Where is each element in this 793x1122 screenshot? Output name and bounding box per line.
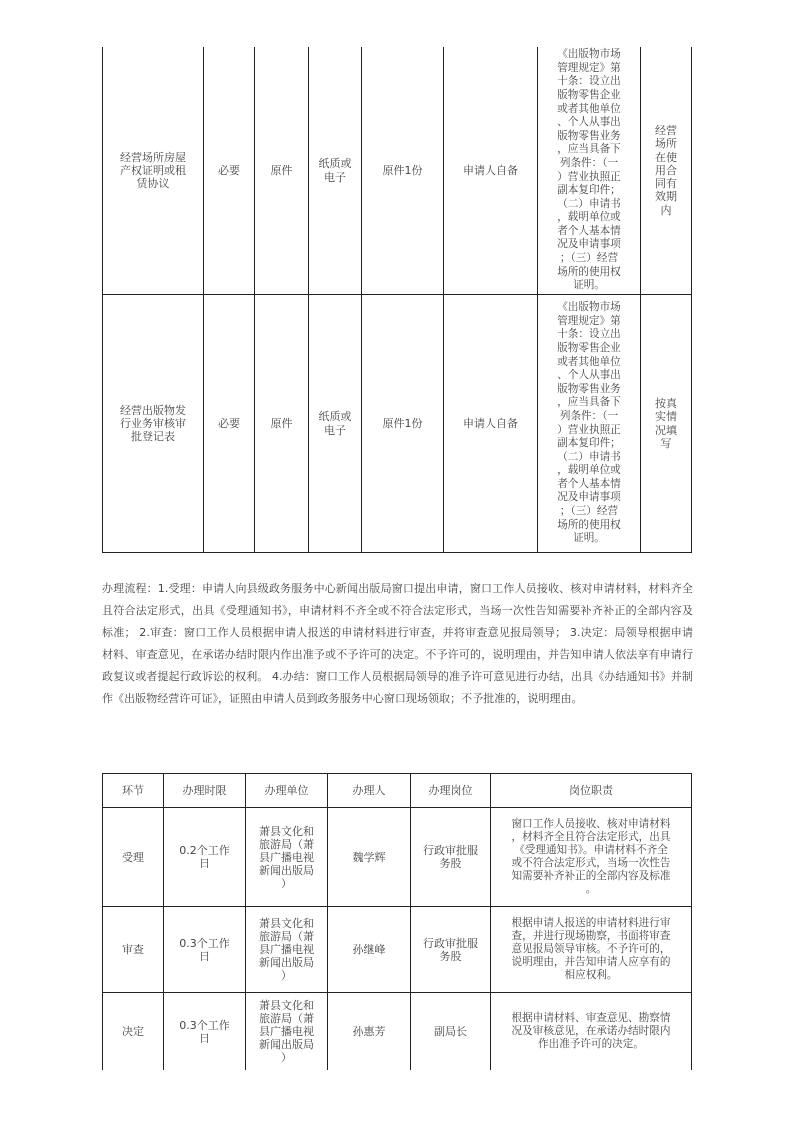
step-time: 0.2个工作 日 xyxy=(164,808,246,907)
steps-row xyxy=(103,808,692,907)
materials-table xyxy=(102,47,692,553)
header-post: 办理岗位 xyxy=(411,774,491,808)
header-unit: 办理单位 xyxy=(246,774,328,808)
material-note: 经营 场所 在使 用合 同有 效期 内 xyxy=(641,47,692,295)
materials-row xyxy=(103,295,692,553)
material-name: 经营场所房屋 产权证明或租 赁协议 xyxy=(103,47,204,295)
steps-table xyxy=(102,773,692,1070)
step-unit: 萧县文化和 旅游局（萧 县广播电视 新闻出版局 ） xyxy=(246,808,328,907)
material-media: 纸质或 电子 xyxy=(309,295,362,553)
header-duty: 岗位职责 xyxy=(491,774,692,808)
materials-row xyxy=(103,47,692,295)
step-duty: 根据申请人报送的申请材料进行审 查，并进行现场勘察，书面将审查 意见报局领导审核。不予许可的， 说明理由，并告知申请人应享有的 相应权利。 xyxy=(491,907,692,993)
step-duty: 窗口工作人员接收、核对申请材料 ，材料齐全且符合法定形式，出具 《受理通知书》。申请材料不齐全 或不符合法定形式，当场一次性告 知需要补齐补正的全部内容及标准 。 xyxy=(491,808,692,907)
step-unit: 萧县文化和 旅游局（萧 县广播电视 新闻出版局 ） xyxy=(246,993,328,1071)
header-step: 环节 xyxy=(103,774,164,808)
material-source: 申请人自备 xyxy=(444,295,538,553)
step-time: 0.3个工作 日 xyxy=(164,907,246,993)
material-required: 必要 xyxy=(204,295,255,553)
header-time: 办理时限 xyxy=(164,774,246,808)
process-description: 办理流程：1.受理：申请人向县级政务服务中心新闻出版局窗口提出申请，窗口工作人员接收、核对申请材料，材料齐全且符合法定形式，出具《受理通知书》，申请材料不齐全或不符合法定形式，当场一次性告知需要补齐补正的全部内容及标准； 2.审查：窗口工作人员根据申请人报送的申请材料进行审查，并将审查意见报局领导； 3.决定：局领导根据申请材料、审查意见，在承诺办结时限内作出准予或不予许可的决定。不予许可的，说明理由，并告知申请人依法享有申请行政复议或者提起行政诉讼的权利。 4.办结：窗口工作人员根据局领导的准予许可意见进行办结，出具《办结通知书》并制作《出版物经营许可证》，证照由申请人员到政务服务中心窗口现场领取；不予批准的，说明理由。 xyxy=(102,582,693,705)
steps-row xyxy=(103,907,692,993)
material-basis: 《出版物市场 管理规定》第 十条：设立出 版物零售企业 或者其他单位 、个人从事出 版物零售业务 ，应当具备下 列条件：（一 ）营业执照正 副本复印件； （二）申请书 ，载明单位或 者个人基本情 况及申请事项 ；（三）经营 场所的使用权 证明。 xyxy=(538,47,641,295)
step-person: 魏学辉 xyxy=(328,808,411,907)
material-basis: 《出版物市场 管理规定》第 十条：设立出 版物零售企业 或者其他单位 、个人从事出 版物零售业务 ，应当具备下 列条件：（一 ）营业执照正 副本复印件； （二）申请书 ，载明单位或 者个人基本情 况及申请事项 ；（三）经营 场所的使用权 证明。 xyxy=(538,295,641,553)
material-form: 原件 xyxy=(255,47,309,295)
material-name: 经营出版物发 行业务审核审 批登记表 xyxy=(103,295,204,553)
material-quantity: 原件1份 xyxy=(362,295,444,553)
step-time: 0.3个工作 日 xyxy=(164,993,246,1071)
material-quantity: 原件1份 xyxy=(362,47,444,295)
material-source: 申请人自备 xyxy=(444,47,538,295)
step-name: 决定 xyxy=(103,993,164,1071)
material-form: 原件 xyxy=(255,295,309,553)
material-media: 纸质或 电子 xyxy=(309,47,362,295)
step-unit: 萧县文化和 旅游局（萧 县广播电视 新闻出版局 ） xyxy=(246,907,328,993)
step-person: 孙继峰 xyxy=(328,907,411,993)
step-post: 行政审批服 务股 xyxy=(411,907,491,993)
material-required: 必要 xyxy=(204,47,255,295)
step-person: 孙惠芳 xyxy=(328,993,411,1071)
step-name: 审查 xyxy=(103,907,164,993)
step-post: 副局长 xyxy=(411,993,491,1071)
material-note: 按真 实情 况填 写 xyxy=(641,295,692,553)
header-person: 办理人 xyxy=(328,774,411,808)
steps-header-row xyxy=(103,774,692,808)
step-duty: 根据申请材料、审查意见、勘察情 况及审核意见，在承诺办结时限内 作出准予许可的决定。 xyxy=(491,993,692,1071)
steps-row xyxy=(103,993,692,1071)
step-name: 受理 xyxy=(103,808,164,907)
step-post: 行政审批服 务股 xyxy=(411,808,491,907)
